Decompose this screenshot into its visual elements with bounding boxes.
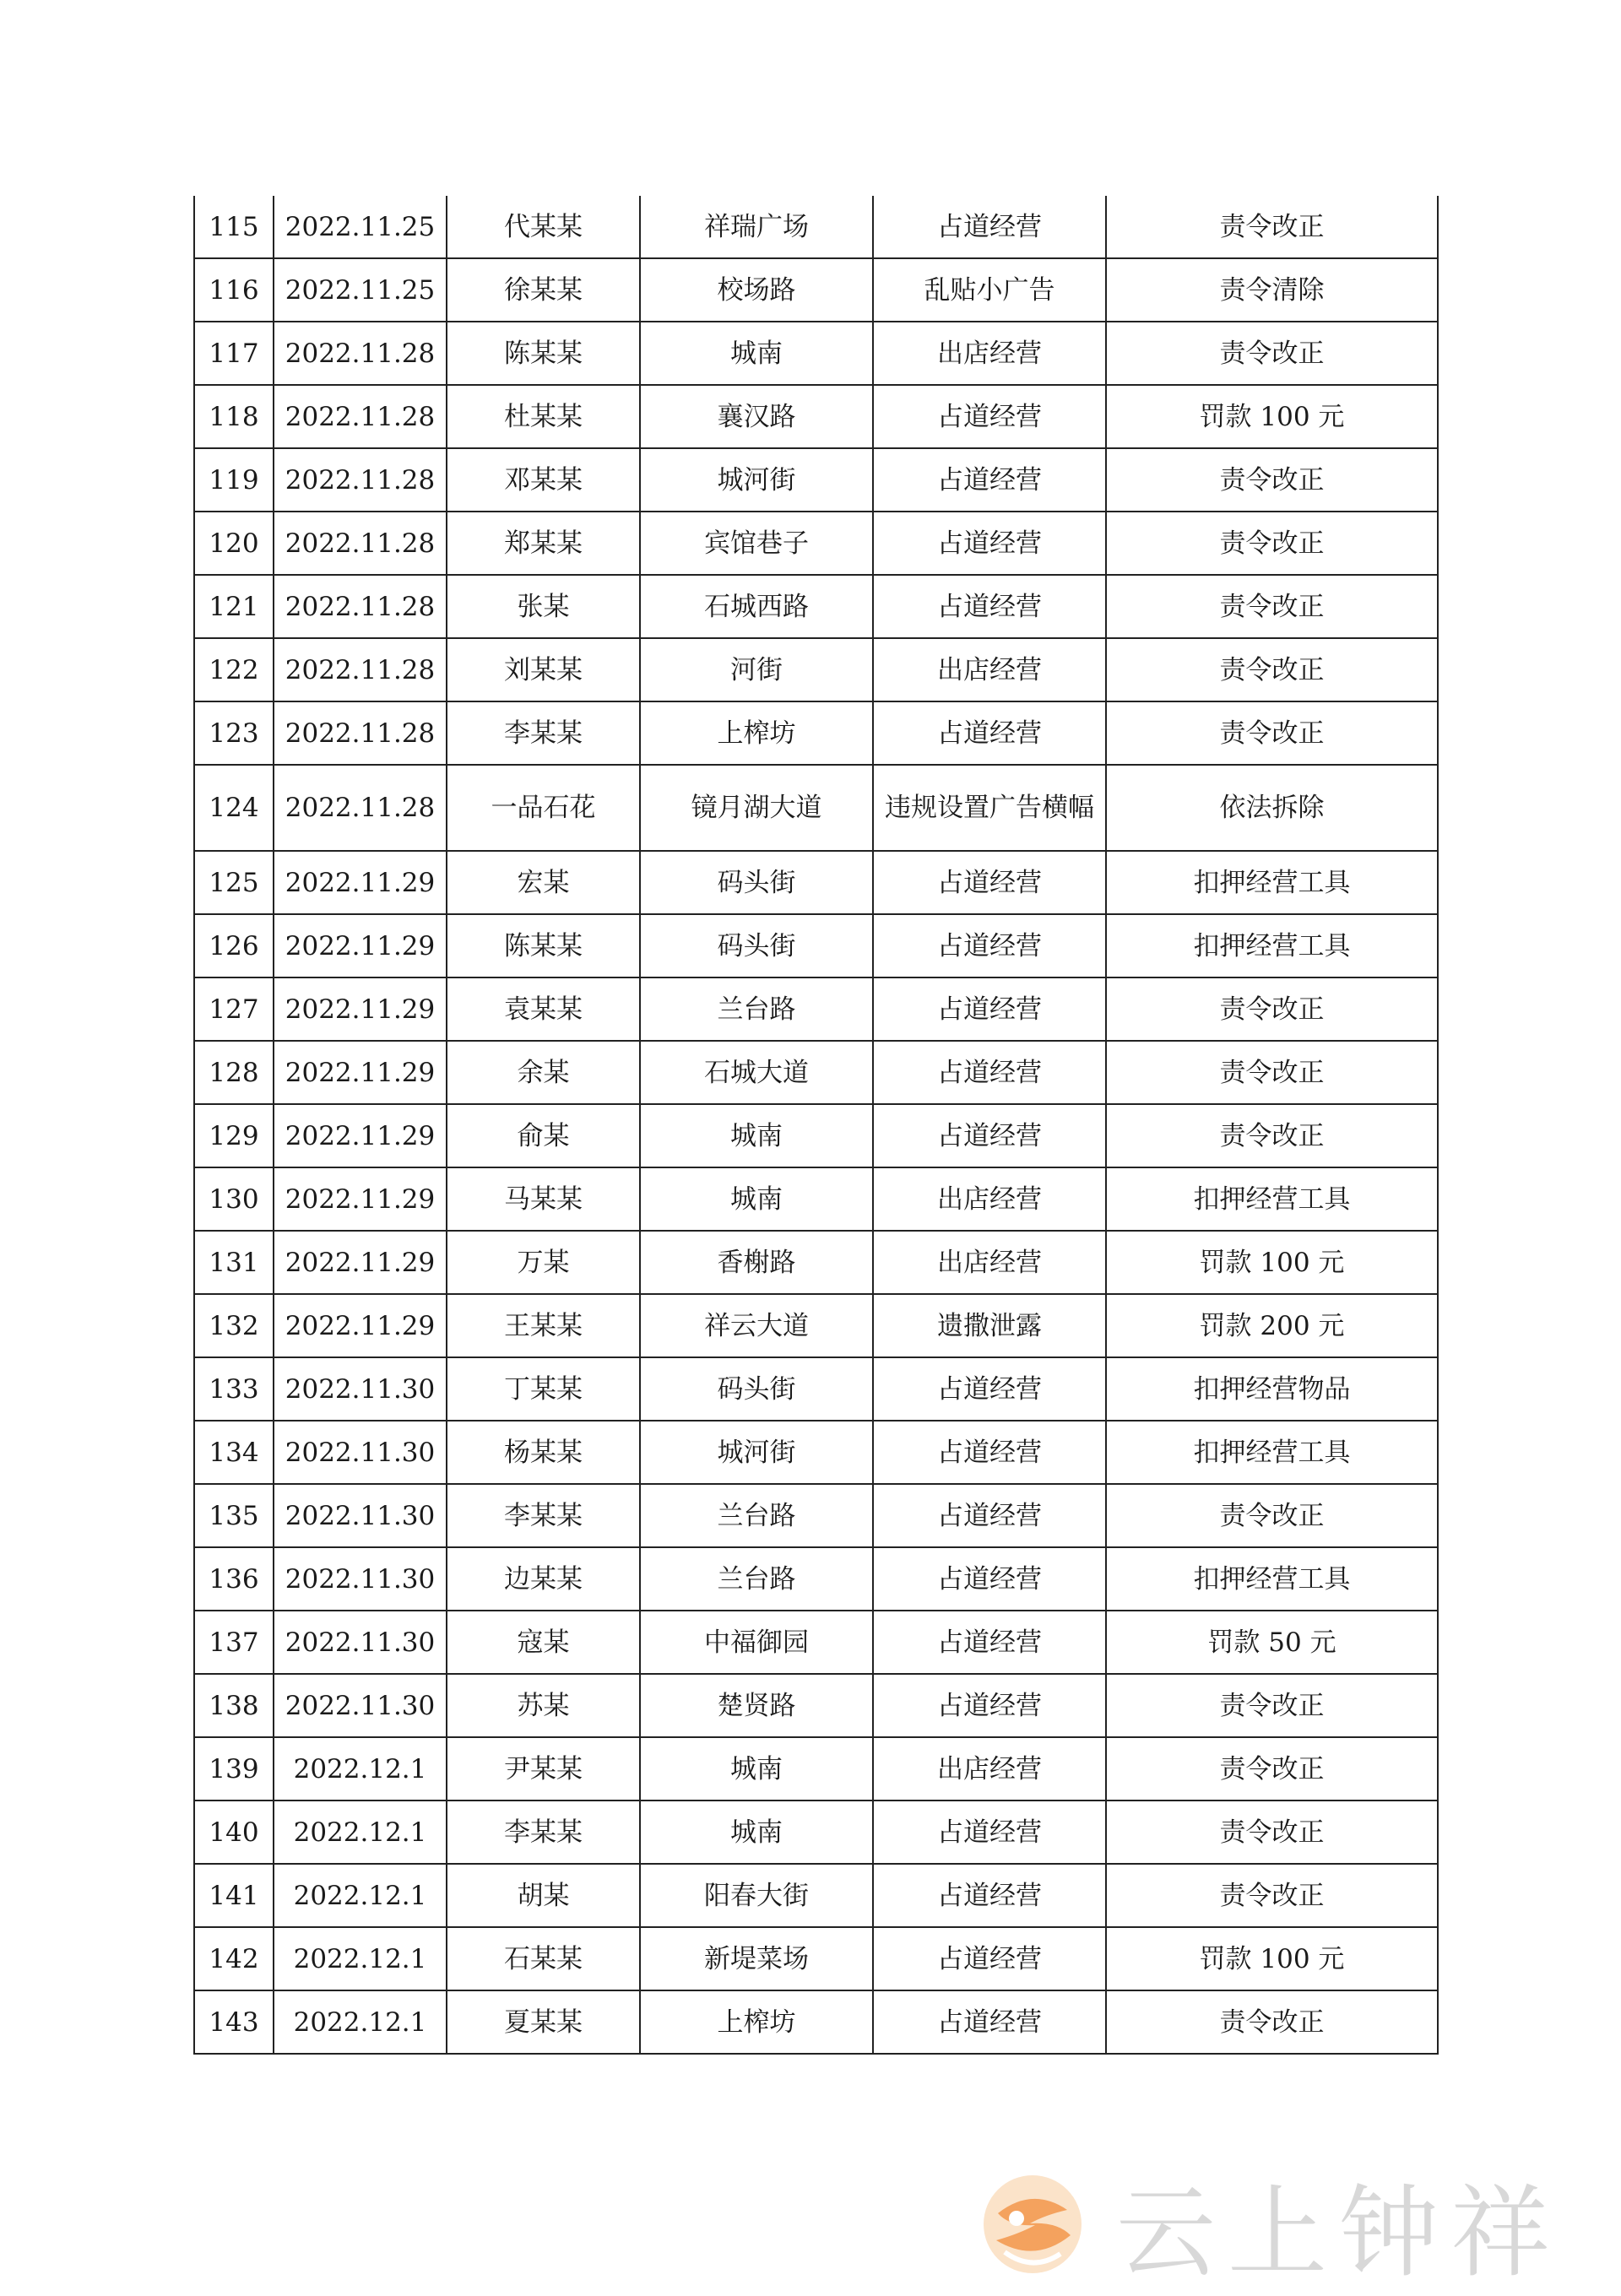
action-cell: 责令改正	[1106, 1674, 1438, 1737]
date-cell: 2022.12.1	[274, 1864, 447, 1927]
action-cell: 责令改正	[1106, 701, 1438, 765]
violation-type-cell: 占道经营	[873, 1484, 1106, 1547]
name-cell: 刘某某	[447, 638, 640, 701]
action-cell: 罚款 50 元	[1106, 1611, 1438, 1674]
table-row	[194, 1547, 1438, 1611]
action-cell: 责令改正	[1106, 1041, 1438, 1104]
action-cell: 责令改正	[1106, 1104, 1438, 1167]
table-row	[194, 1041, 1438, 1104]
violation-type-cell: 出店经营	[873, 638, 1106, 701]
yunshang-zhongxiang-logo-icon	[979, 2171, 1086, 2277]
date-cell: 2022.11.29	[274, 977, 447, 1041]
date-cell: 2022.11.30	[274, 1484, 447, 1547]
violation-type-cell: 出店经营	[873, 1737, 1106, 1801]
action-cell: 责令清除	[1106, 258, 1438, 322]
violation-type-cell: 占道经营	[873, 385, 1106, 448]
violation-type-cell: 占道经营	[873, 1104, 1106, 1167]
date-cell: 2022.11.28	[274, 448, 447, 512]
table-row	[194, 1484, 1438, 1547]
location-cell: 襄汉路	[640, 385, 873, 448]
date-cell: 2022.11.30	[274, 1547, 447, 1611]
date-cell: 2022.11.30	[274, 1611, 447, 1674]
name-cell: 胡某	[447, 1864, 640, 1927]
name-cell: 夏某某	[447, 1990, 640, 2054]
row-number-cell: 142	[194, 1927, 274, 1990]
name-cell: 杨某某	[447, 1421, 640, 1484]
date-cell: 2022.11.30	[274, 1421, 447, 1484]
name-cell: 马某某	[447, 1167, 640, 1231]
row-number-cell: 121	[194, 575, 274, 638]
location-cell: 上榨坊	[640, 1990, 873, 2054]
action-cell: 责令改正	[1106, 1864, 1438, 1927]
name-cell: 李某某	[447, 1801, 640, 1864]
action-cell: 责令改正	[1106, 638, 1438, 701]
row-number-cell: 140	[194, 1801, 274, 1864]
violation-type-cell: 占道经营	[873, 1990, 1106, 2054]
row-number-cell: 134	[194, 1421, 274, 1484]
violation-type-cell: 占道经营	[873, 701, 1106, 765]
violation-type-cell: 占道经营	[873, 448, 1106, 512]
table-row	[194, 258, 1438, 322]
location-cell: 码头街	[640, 851, 873, 914]
name-cell: 陈某某	[447, 914, 640, 977]
date-cell: 2022.11.29	[274, 1041, 447, 1104]
date-cell: 2022.11.28	[274, 765, 447, 851]
table-row	[194, 638, 1438, 701]
location-cell: 城南	[640, 322, 873, 385]
name-cell: 徐某某	[447, 258, 640, 322]
row-number-cell: 138	[194, 1674, 274, 1737]
name-cell: 苏某	[447, 1674, 640, 1737]
name-cell: 王某某	[447, 1294, 640, 1357]
name-cell: 宏某	[447, 851, 640, 914]
enforcement-record-table	[193, 196, 1439, 2055]
table-row	[194, 1421, 1438, 1484]
date-cell: 2022.12.1	[274, 1990, 447, 2054]
row-number-cell: 143	[194, 1990, 274, 2054]
row-number-cell: 133	[194, 1357, 274, 1421]
date-cell: 2022.11.28	[274, 322, 447, 385]
location-cell: 城南	[640, 1104, 873, 1167]
action-cell: 责令改正	[1106, 1801, 1438, 1864]
date-cell: 2022.11.29	[274, 851, 447, 914]
location-cell: 新堤菜场	[640, 1927, 873, 1990]
table-row	[194, 1294, 1438, 1357]
violation-type-cell: 出店经营	[873, 1167, 1106, 1231]
table-row	[194, 385, 1438, 448]
violation-type-cell: 占道经营	[873, 1421, 1106, 1484]
violation-type-cell: 占道经营	[873, 914, 1106, 977]
action-cell: 扣押经营工具	[1106, 1547, 1438, 1611]
action-cell: 责令改正	[1106, 1737, 1438, 1801]
date-cell: 2022.12.1	[274, 1801, 447, 1864]
table-row	[194, 512, 1438, 575]
table-row	[194, 977, 1438, 1041]
row-number-cell: 136	[194, 1547, 274, 1611]
table-row	[194, 1737, 1438, 1801]
table-row	[194, 914, 1438, 977]
location-cell: 石城西路	[640, 575, 873, 638]
table-row	[194, 196, 1438, 258]
action-cell: 扣押经营物品	[1106, 1357, 1438, 1421]
date-cell: 2022.11.28	[274, 701, 447, 765]
date-cell: 2022.11.28	[274, 512, 447, 575]
action-cell: 依法拆除	[1106, 765, 1438, 851]
location-cell: 兰台路	[640, 1547, 873, 1611]
table-row	[194, 1674, 1438, 1737]
violation-type-cell: 占道经营	[873, 1864, 1106, 1927]
action-cell: 责令改正	[1106, 322, 1438, 385]
location-cell: 城南	[640, 1737, 873, 1801]
watermark	[979, 2161, 1563, 2291]
table-row	[194, 1611, 1438, 1674]
violation-type-cell: 占道经营	[873, 1611, 1106, 1674]
table-body	[194, 196, 1438, 2054]
violation-type-cell: 占道经营	[873, 512, 1106, 575]
date-cell: 2022.11.29	[274, 1294, 447, 1357]
action-cell: 责令改正	[1106, 1990, 1438, 2054]
name-cell: 丁某某	[447, 1357, 640, 1421]
location-cell: 祥瑞广场	[640, 196, 873, 258]
violation-type-cell: 占道经营	[873, 1927, 1106, 1990]
action-cell: 扣押经营工具	[1106, 914, 1438, 977]
row-number-cell: 116	[194, 258, 274, 322]
table-row	[194, 1990, 1438, 2054]
date-cell: 2022.11.25	[274, 258, 447, 322]
row-number-cell: 123	[194, 701, 274, 765]
location-cell: 镜月湖大道	[640, 765, 873, 851]
row-number-cell: 126	[194, 914, 274, 977]
row-number-cell: 135	[194, 1484, 274, 1547]
table-row	[194, 575, 1438, 638]
table-row	[194, 448, 1438, 512]
row-number-cell: 118	[194, 385, 274, 448]
action-cell: 扣押经营工具	[1106, 1421, 1438, 1484]
date-cell: 2022.11.30	[274, 1357, 447, 1421]
row-number-cell: 125	[194, 851, 274, 914]
name-cell: 俞某	[447, 1104, 640, 1167]
action-cell: 责令改正	[1106, 1484, 1438, 1547]
location-cell: 中福御园	[640, 1611, 873, 1674]
date-cell: 2022.11.29	[274, 1231, 447, 1294]
action-cell: 扣押经营工具	[1106, 1167, 1438, 1231]
date-cell: 2022.11.29	[274, 914, 447, 977]
row-number-cell: 132	[194, 1294, 274, 1357]
row-number-cell: 119	[194, 448, 274, 512]
table-row	[194, 322, 1438, 385]
location-cell: 城南	[640, 1167, 873, 1231]
row-number-cell: 128	[194, 1041, 274, 1104]
date-cell: 2022.11.30	[274, 1674, 447, 1737]
row-number-cell: 122	[194, 638, 274, 701]
table-row	[194, 1231, 1438, 1294]
action-cell: 责令改正	[1106, 512, 1438, 575]
row-number-cell: 115	[194, 196, 274, 258]
violation-type-cell: 出店经营	[873, 1231, 1106, 1294]
violation-type-cell: 占道经营	[873, 977, 1106, 1041]
location-cell: 上榨坊	[640, 701, 873, 765]
location-cell: 码头街	[640, 914, 873, 977]
date-cell: 2022.12.1	[274, 1927, 447, 1990]
row-number-cell: 137	[194, 1611, 274, 1674]
location-cell: 祥云大道	[640, 1294, 873, 1357]
violation-type-cell: 占道经营	[873, 1674, 1106, 1737]
name-cell: 李某某	[447, 1484, 640, 1547]
watermark-text: 云上钟祥	[1116, 2174, 1563, 2291]
date-cell: 2022.11.29	[274, 1167, 447, 1231]
date-cell: 2022.11.25	[274, 196, 447, 258]
name-cell: 郑某某	[447, 512, 640, 575]
location-cell: 兰台路	[640, 977, 873, 1041]
table-row	[194, 1104, 1438, 1167]
violation-type-cell: 遗撒泄露	[873, 1294, 1106, 1357]
violation-type-cell: 占道经营	[873, 1801, 1106, 1864]
violation-type-cell: 出店经营	[873, 322, 1106, 385]
action-cell: 责令改正	[1106, 977, 1438, 1041]
name-cell: 余某	[447, 1041, 640, 1104]
name-cell: 陈某某	[447, 322, 640, 385]
location-cell: 石城大道	[640, 1041, 873, 1104]
name-cell: 石某某	[447, 1927, 640, 1990]
violation-type-cell: 乱贴小广告	[873, 258, 1106, 322]
action-cell: 责令改正	[1106, 575, 1438, 638]
violation-type-cell: 占道经营	[873, 1547, 1106, 1611]
table-row	[194, 701, 1438, 765]
violation-type-cell: 占道经营	[873, 851, 1106, 914]
violation-type-cell: 违规设置广告横幅	[873, 765, 1106, 851]
violation-type-cell: 占道经营	[873, 1041, 1106, 1104]
action-cell: 罚款 100 元	[1106, 1231, 1438, 1294]
action-cell: 责令改正	[1106, 196, 1438, 258]
table-row	[194, 1167, 1438, 1231]
date-cell: 2022.11.28	[274, 385, 447, 448]
location-cell: 河街	[640, 638, 873, 701]
location-cell: 阳春大街	[640, 1864, 873, 1927]
violation-type-cell: 占道经营	[873, 575, 1106, 638]
name-cell: 李某某	[447, 701, 640, 765]
date-cell: 2022.11.28	[274, 638, 447, 701]
name-cell: 张某	[447, 575, 640, 638]
name-cell: 边某某	[447, 1547, 640, 1611]
location-cell: 楚贤路	[640, 1674, 873, 1737]
name-cell: 万某	[447, 1231, 640, 1294]
location-cell: 城南	[640, 1801, 873, 1864]
location-cell: 码头街	[640, 1357, 873, 1421]
location-cell: 校场路	[640, 258, 873, 322]
row-number-cell: 131	[194, 1231, 274, 1294]
location-cell: 兰台路	[640, 1484, 873, 1547]
name-cell: 杜某某	[447, 385, 640, 448]
table-row	[194, 851, 1438, 914]
date-cell: 2022.11.28	[274, 575, 447, 638]
row-number-cell: 120	[194, 512, 274, 575]
row-number-cell: 141	[194, 1864, 274, 1927]
row-number-cell: 117	[194, 322, 274, 385]
date-cell: 2022.12.1	[274, 1737, 447, 1801]
action-cell: 罚款 200 元	[1106, 1294, 1438, 1357]
location-cell: 香榭路	[640, 1231, 873, 1294]
action-cell: 扣押经营工具	[1106, 851, 1438, 914]
action-cell: 罚款 100 元	[1106, 1927, 1438, 1990]
row-number-cell: 139	[194, 1737, 274, 1801]
row-number-cell: 124	[194, 765, 274, 851]
table-row	[194, 1864, 1438, 1927]
row-number-cell: 130	[194, 1167, 274, 1231]
action-cell: 罚款 100 元	[1106, 385, 1438, 448]
table-row	[194, 1801, 1438, 1864]
violation-type-cell: 占道经营	[873, 196, 1106, 258]
location-cell: 宾馆巷子	[640, 512, 873, 575]
table-row	[194, 765, 1438, 851]
table-row	[194, 1357, 1438, 1421]
name-cell: 邓某某	[447, 448, 640, 512]
name-cell: 代某某	[447, 196, 640, 258]
row-number-cell: 129	[194, 1104, 274, 1167]
location-cell: 城河街	[640, 1421, 873, 1484]
action-cell: 责令改正	[1106, 448, 1438, 512]
name-cell: 袁某某	[447, 977, 640, 1041]
name-cell: 尹某某	[447, 1737, 640, 1801]
name-cell: 一品石花	[447, 765, 640, 851]
violation-type-cell: 占道经营	[873, 1357, 1106, 1421]
date-cell: 2022.11.29	[274, 1104, 447, 1167]
row-number-cell: 127	[194, 977, 274, 1041]
name-cell: 寇某	[447, 1611, 640, 1674]
location-cell: 城河街	[640, 448, 873, 512]
table-row	[194, 1927, 1438, 1990]
